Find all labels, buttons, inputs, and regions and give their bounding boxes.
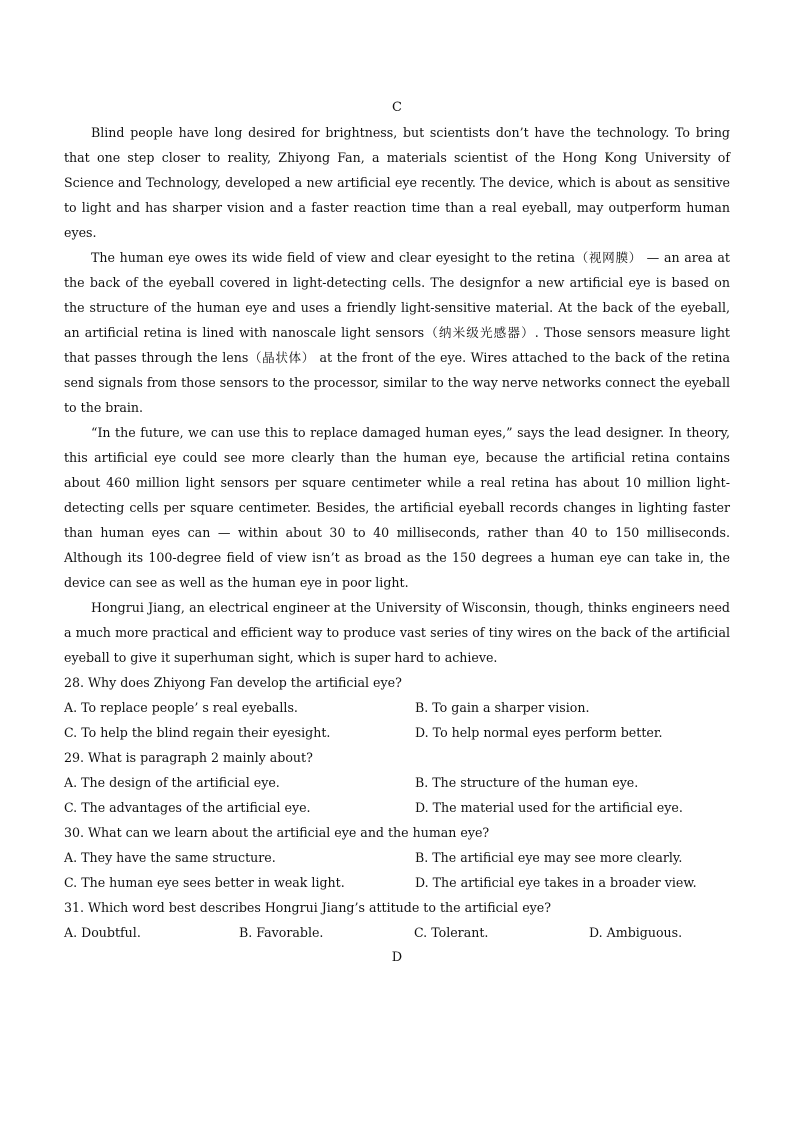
- passage-paragraph-3: “In the future, we can use this to replace damaged human eyes,” says the lead designer. In theory, this artificial eye could see more clearly than the human eye, because the artificial retina contains about 460 million light sensors per square centimeter while a real retina has about 10 million light-detecting cells per square centimeter. Besides, the artificial eyeball records changes in lighting faster than human eyes can — within about 30 to 40 milliseconds, rather than 40 to 150 milliseconds. Although its 100-degree field of view isn’t as broad as the 150 degrees a human eye can take in, the device can see as well as the human eye in poor light.: [64, 425, 730, 590]
- option-row: [64, 695, 730, 720]
- option-d: D. The material used for the artificial eye.: [415, 800, 683, 815]
- document-page: [64, 95, 730, 970]
- option-c: C. To help the blind regain their eyesight.: [64, 725, 331, 740]
- option-a: A. They have the same structure.: [64, 850, 276, 865]
- option-row: [64, 920, 730, 945]
- option-c: C. The advantages of the artificial eye.: [64, 800, 311, 815]
- option-d: D. The artificial eye takes in a broader view.: [415, 875, 697, 890]
- option-b: B. To gain a sharper vision.: [415, 700, 590, 715]
- option-row: [64, 795, 730, 820]
- option-row: [64, 845, 730, 870]
- option-row: [64, 870, 730, 895]
- option-b: B. Favorable.: [239, 925, 324, 940]
- section-d-heading: D: [391, 950, 403, 965]
- passage-c: [64, 120, 730, 670]
- option-c: C. The human eye sees better in weak light.: [64, 875, 345, 890]
- option-d: D. Ambiguous.: [589, 925, 683, 940]
- option-row: [64, 720, 730, 745]
- option-b: B. The structure of the human eye.: [415, 775, 639, 790]
- question-31: [64, 895, 730, 945]
- question-stem: 31. Which word best describes Hongrui Jiang’s attitude to the artificial eye?: [64, 900, 551, 915]
- question-stem: 30. What can we learn about the artificial eye and the human eye?: [64, 825, 490, 840]
- question-28: [64, 670, 730, 745]
- option-a: A. The design of the artificial eye.: [64, 775, 280, 790]
- option-c: C. Tolerant.: [414, 925, 489, 940]
- option-d: D. To help normal eyes perform better.: [415, 725, 663, 740]
- passage-paragraph-4: Hongrui Jiang, an electrical engineer at the University of Wisconsin, though, thinks engineers need a much more practical and efficient way to produce vast series of tiny wires on the back of the artificial eyeball to give it superhuman sight, which is super hard to achieve.: [64, 600, 730, 665]
- question-stem: 28. Why does Zhiyong Fan develop the artificial eye?: [64, 675, 402, 690]
- question-30: [64, 820, 730, 895]
- option-row: [64, 770, 730, 795]
- question-29: [64, 745, 730, 820]
- passage-paragraph-2: The human eye owes its wide field of view and clear eyesight to the retina（视网膜） — an area at the back of the eyeball covered in light-detecting cells. The designfor a new artificial eye is based on the structure of the human eye and uses a friendly light-sensitive material. At the back of the eyeball, an artificial retina is lined with nanoscale light sensors（纳米级光感器）. Those sensors measure light that passes through the lens（晶状体） at the front of the eye. Wires attached to the back of the retina send signals from those sensors to the processor, similar to the way nerve networks connect the eyeball to the brain.: [64, 250, 730, 415]
- option-a: A. To replace people’ s real eyeballs.: [64, 700, 298, 715]
- option-b: B. The artificial eye may see more clearly.: [415, 850, 683, 865]
- question-stem: 29. What is paragraph 2 mainly about?: [64, 750, 313, 765]
- section-c-heading: C: [392, 100, 402, 115]
- option-a: A. Doubtful.: [64, 925, 141, 940]
- passage-paragraph-1: Blind people have long desired for brightness, but scientists don’t have the technology. To bring that one step closer to reality, Zhiyong Fan, a materials scientist of the Hong Kong University of Science and Technology, developed a new artificial eye recently. The device, which is about as sensitive to light and has sharper vision and a faster reaction time than a real eyeball, may outperform human eyes.: [64, 125, 730, 240]
